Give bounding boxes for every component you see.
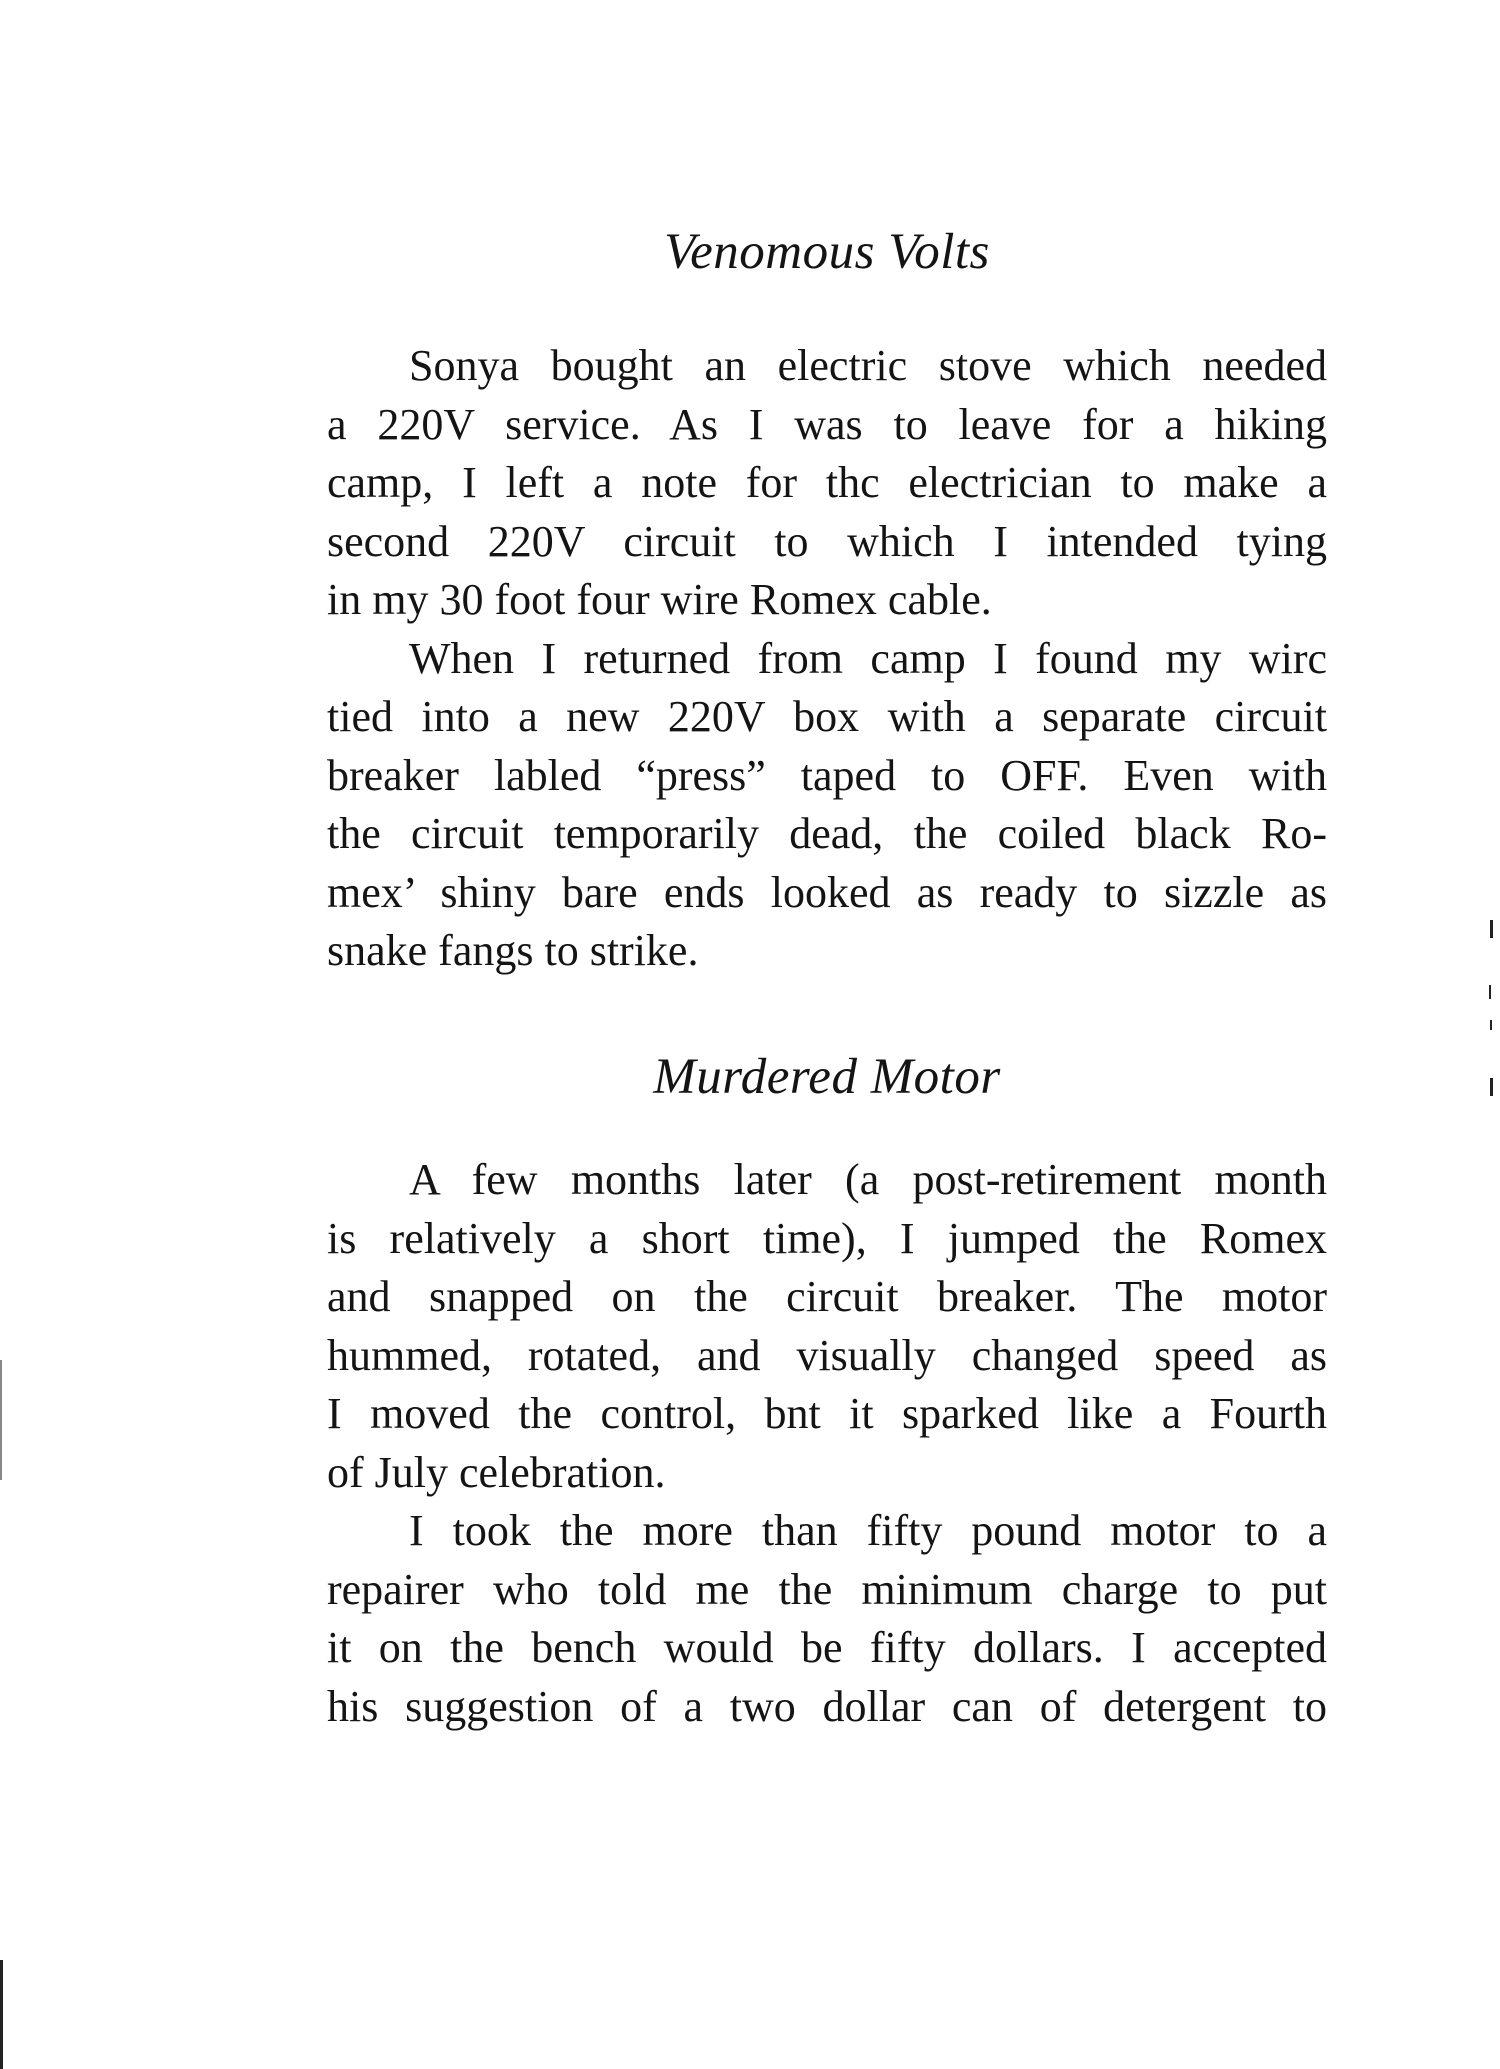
- text-line: tied into a new 220V box with a separate circuit: [327, 692, 1327, 741]
- text-line: I took the more than fifty pound motor to a: [409, 1506, 1327, 1555]
- text-line: snake fangs to strike.: [327, 926, 699, 975]
- scan-speck: [1489, 985, 1491, 999]
- text-line: it on the bench would be fifty dollars. I accepted: [327, 1623, 1327, 1672]
- section-body: [327, 337, 1327, 981]
- scan-edge-line: [0, 1960, 3, 2069]
- scan-speck: [1490, 1078, 1493, 1096]
- scan-speck: [1490, 1020, 1492, 1030]
- text-line: hummed, rotated, and visually changed speed as: [327, 1330, 1327, 1380]
- text-line: the circuit temporarily dead, the coiled black Ro-: [327, 809, 1327, 858]
- text-line: camp, I left a note for thc electrician to make a: [327, 458, 1327, 507]
- paragraph: [327, 337, 1327, 630]
- text-line: When I returned from camp I found my wirc: [409, 633, 1327, 683]
- text-line: mex’ shiny bare ends looked as ready to sizzle as: [327, 867, 1327, 917]
- text-line: repairer who told me the minimum charge to put: [327, 1564, 1327, 1614]
- text-line: breaker labled “press” taped to OFF. Even with: [327, 750, 1327, 800]
- paragraph: [327, 1502, 1327, 1736]
- text-line: is relatively a short time), I jumped the Romex: [327, 1213, 1327, 1263]
- section-title: Venomous Volts: [664, 224, 990, 280]
- scan-edge-line: [0, 1360, 2, 1480]
- text-line: his suggestion of a two dollar can of detergent to: [327, 1681, 1327, 1731]
- section-title: Murdered Motor: [653, 1049, 1001, 1105]
- text-line: and snapped on the circuit breaker. The motor: [327, 1272, 1327, 1321]
- text-line: second 220V circuit to which I intended tying: [327, 516, 1327, 566]
- text-line: Sonya bought an electric stove which needed: [409, 341, 1327, 390]
- paragraph: [327, 630, 1327, 981]
- text-line: a 220V service. As I was to leave for a hiking: [327, 399, 1327, 449]
- text-line: I moved the control, bnt it sparked like a Fourth: [327, 1389, 1327, 1438]
- text-line: in my 30 foot four wire Romex cable.: [327, 575, 992, 624]
- text-line: of July celebration.: [327, 1447, 666, 1497]
- text-line: A few months later (a post-retirement month: [409, 1155, 1327, 1204]
- paragraph: [327, 1151, 1327, 1502]
- section-body: [327, 1151, 1327, 1736]
- scan-speck: [1490, 920, 1493, 938]
